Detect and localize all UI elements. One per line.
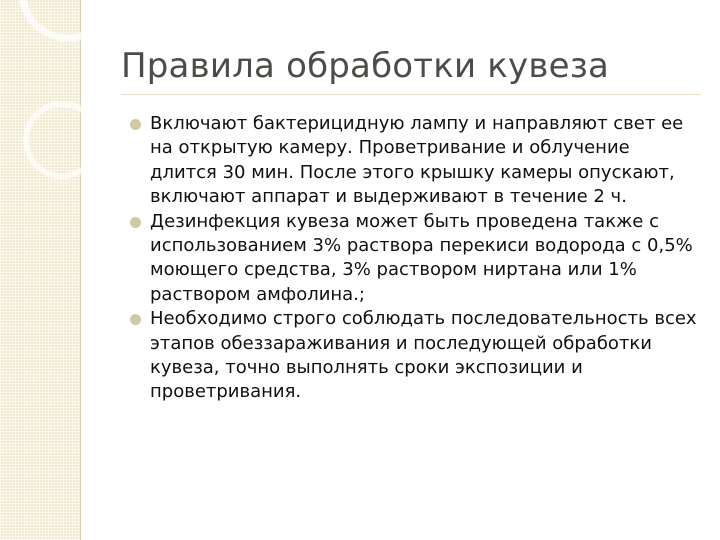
- decorative-circle-middle: [26, 104, 98, 176]
- bullet-text: Необходимо строго соблюдать последовательность всех этапов обеззараживания и последующей обработки кувеза, точно выполнять сроки экспозиции и проветривания.: [150, 308, 697, 403]
- slide-title: Правила обработки кувеза: [121, 46, 610, 86]
- decorative-circles: [0, 0, 120, 200]
- bullet-list: [130, 112, 702, 405]
- bullet-text: Дезинфекция кувеза может быть проведена также с использованием 3% раствора перекиси водорода с 0,5% моющего средства, 3% раствором ниртана или 1% раствором амфолина.;: [150, 210, 693, 305]
- bullet-item: [130, 112, 702, 210]
- bullet-dot-icon: [130, 217, 141, 228]
- decorative-circle-top: [22, 0, 114, 38]
- title-divider: [121, 94, 701, 95]
- bullet-item: [130, 210, 702, 308]
- bullet-item: [130, 307, 702, 405]
- bullet-text: Включают бактерицидную лампу и направляют свет ее на открытую камеру. Проветривание и облучение длится 30 мин. После этого крышку камеры опускают, включают аппарат и выдерживают в течение 2 ч.: [150, 113, 684, 208]
- bullet-dot-icon: [130, 314, 141, 325]
- bullet-dot-icon: [130, 119, 141, 130]
